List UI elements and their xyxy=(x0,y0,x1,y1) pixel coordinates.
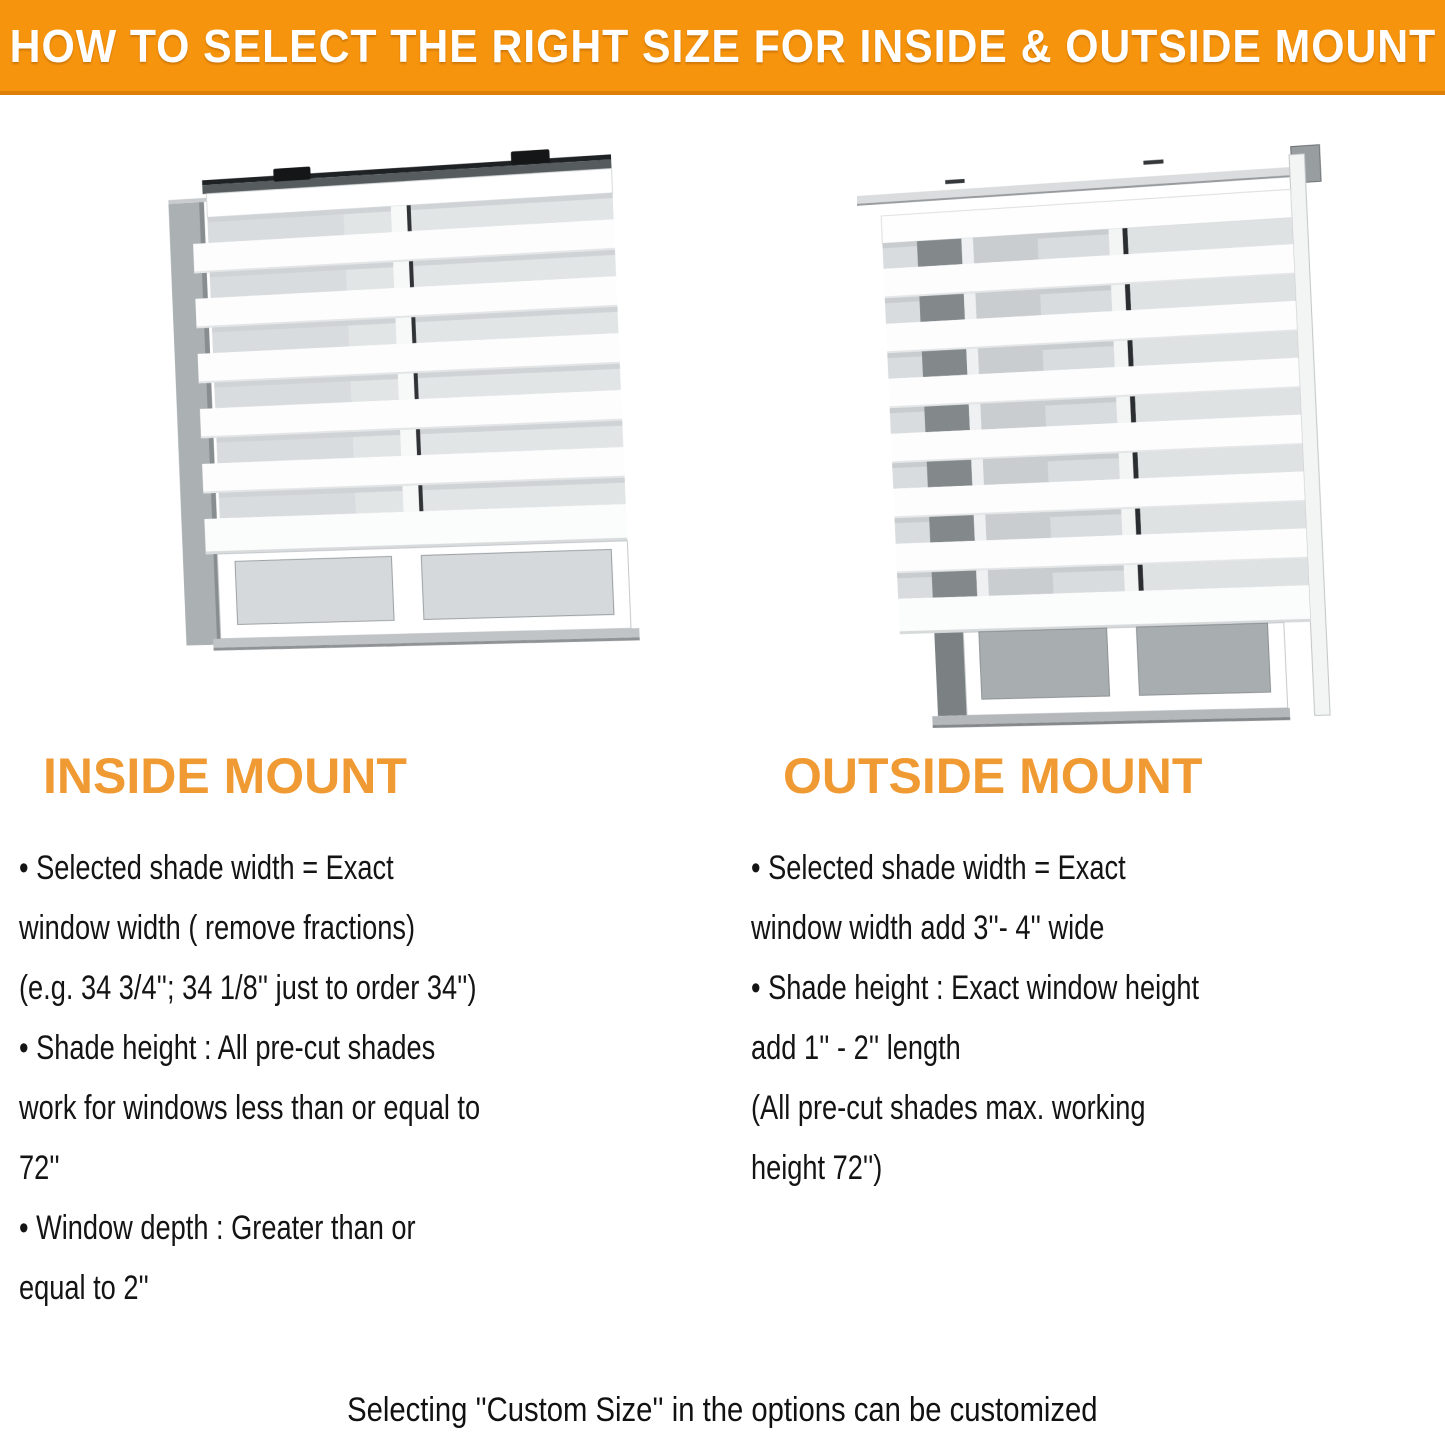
lower-window xyxy=(217,541,631,639)
banner xyxy=(0,0,1445,95)
bullet-line: equal to 2'' xyxy=(19,1269,149,1307)
footer xyxy=(0,1390,1445,1430)
bullet-line: height 72'') xyxy=(751,1149,883,1187)
window-jamb xyxy=(934,632,967,716)
bullet-line: • Shade height : Exact window height xyxy=(751,969,1200,1007)
bullet-line: • Selected shade width = Exact xyxy=(751,849,1126,887)
zebra-shade xyxy=(192,193,627,554)
outside-mount-instructions xyxy=(751,838,1311,1198)
banner-title: HOW TO SELECT THE RIGHT SIZE FOR INSIDE & OUTSIDE MOUNT xyxy=(9,19,1436,72)
lower-window xyxy=(963,623,1287,716)
inside-mount-window-svg xyxy=(157,132,653,724)
zebra-shade xyxy=(881,189,1310,634)
outside-mount-window-svg xyxy=(857,122,1353,755)
bullet-line: • Window depth : Greater than or xyxy=(19,1209,416,1247)
outside-mount-illustration xyxy=(857,122,1353,755)
inside-mount-heading: INSIDE MOUNT xyxy=(43,748,407,804)
footer-note: Selecting ''Custom Size'' in the options can be customized xyxy=(347,1391,1098,1429)
bullet-line: add 1'' - 2'' length xyxy=(751,1029,961,1067)
inside-mount-instructions xyxy=(19,838,595,1318)
bullet-line: • Shade height : All pre-cut shades xyxy=(19,1029,436,1067)
bullet-line: 72'' xyxy=(19,1149,60,1187)
bullet-line: work for windows less than or equal to xyxy=(19,1089,481,1127)
bullet-line: • Selected shade width = Exact xyxy=(19,849,394,887)
bullet-line: window width ( remove fractions) xyxy=(19,909,416,947)
outside-mount-heading: OUTSIDE MOUNT xyxy=(783,748,1203,804)
bullet-line: (All pre-cut shades max. working xyxy=(751,1089,1146,1127)
inside-mount-illustration xyxy=(157,132,653,724)
bullet-line: window width add 3''- 4'' wide xyxy=(751,909,1105,947)
bullet-line: (e.g. 34 3/4''; 34 1/8'' just to order 34'') xyxy=(19,969,477,1007)
